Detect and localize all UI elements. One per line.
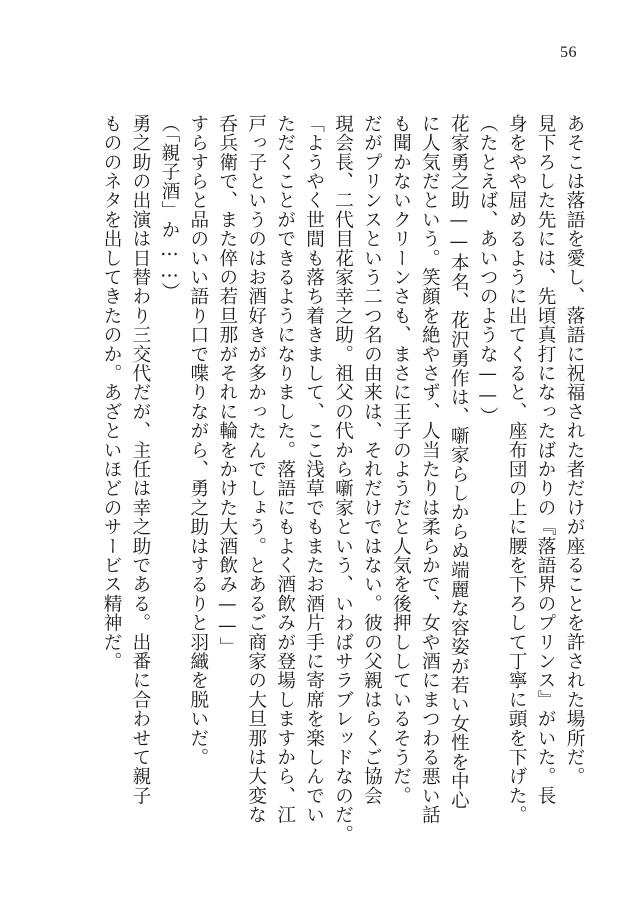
text-column: 「ようやく世間も落ち着きまして、ここ浅草でもまたお酒片手に寄席を楽しんでい (303, 114, 325, 825)
text-column: もののネタを出してきたのか。あざといほどのサービス精神だ。 (101, 114, 122, 671)
text-column: すらすらと品のいい語り口で喋りながら、勇之助はするりと羽織を脱いだ。 (187, 114, 209, 767)
text-column: （「親子酒」か……） (158, 114, 180, 302)
page-number: 56 (560, 44, 577, 61)
text-column: だがプリンスという二つ名の由来は、それだけではない。彼の父親はらくご協会 (361, 114, 383, 806)
text-column: も聞かないクリーンさも、まさに王子のようだと人気を後押ししているそうだ。 (390, 114, 412, 806)
vertical-text-body (98, 114, 588, 844)
text-column: 現会長、二代目花家幸之助。祖父の代から噺家という、いわばサラブレッドなのだ。 (332, 114, 354, 844)
text-column: 見下ろした先には、先頃真打になったばかりの『落語界のプリンス』がいた。長 (535, 114, 557, 806)
text-column: 身をやや屈めるように出てくると、座布団の上に腰を下ろして丁寧に頭を下げた。 (506, 114, 528, 825)
text-column: 呑兵衛で、また倅の若旦那がそれに輪をかけた大酒飲み——」 (216, 114, 238, 657)
text-column: 戸っ子というのはお酒好きが多かったんでしょう。とあるご商家の大旦那は大変な (245, 114, 267, 825)
text-column: に人気だという。笑顔を絶やさず、人当たりは柔らかで、女や酒にまつわる悪い話 (419, 114, 441, 825)
text-column: あそこは落語を愛し、落語に祝福された者だけが座ることを許された場所だ。 (564, 114, 585, 786)
text-column: ただくことができるようになりました。落語にもよく酒飲みが登場しますから、江 (274, 114, 296, 825)
text-column: 勇之助の出演は日替わり三交代だが、主任は幸之助である。出番に合わせて親子 (129, 114, 151, 806)
text-column: 花家勇之助——本名、花沢勇作は、噺家らしからぬ端麗な容姿が若い女性を中心 (448, 114, 470, 810)
text-column: （たとえば、あいつのような——） (477, 114, 499, 426)
